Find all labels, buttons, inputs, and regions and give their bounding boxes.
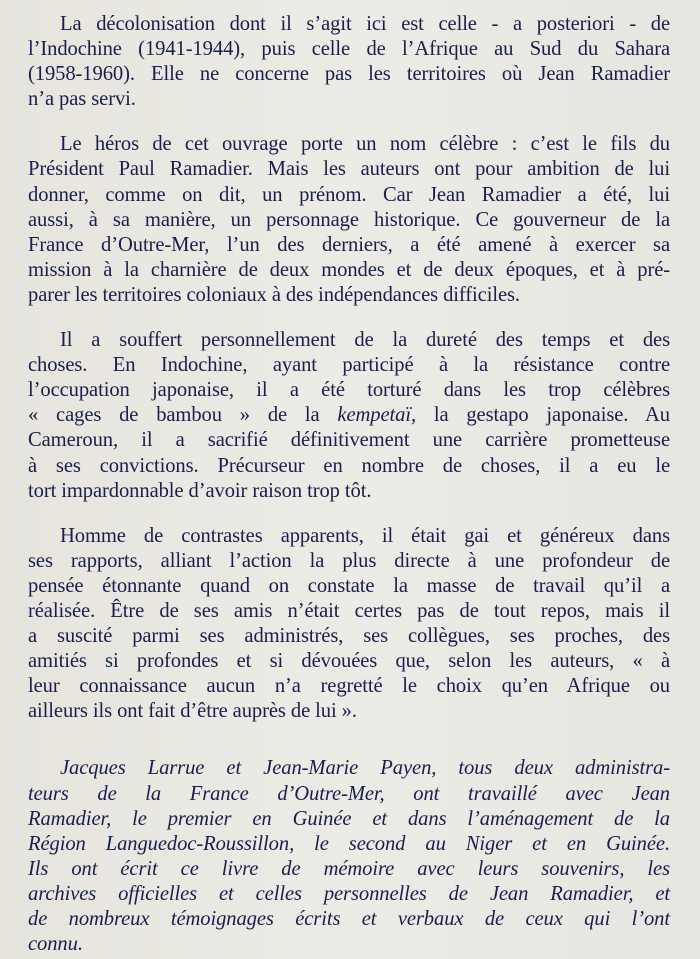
text-line: Président Paul Ramadier. Mais les auteurs ont pour ambition de lui [28, 158, 670, 181]
text-line: teurs de la France d’Outre-Mer, ont travaillé avec Jean [28, 782, 670, 805]
text-line: à ses convictions. Précurseur en nombre de choses, il a eu le [28, 454, 670, 477]
text-line: a suscité parmi ses administrés, ses collègues, ses proches, des [28, 625, 670, 648]
text-line: tort impardonnable d’avoir raison trop tôt. [28, 479, 372, 502]
text-line: archives officielles et celles personnelles de Jean Ramadier, et [28, 882, 670, 905]
text-line: connu. [28, 933, 83, 956]
text-line: La décolonisation dont il s’agit ici est celle - a posteriori - de [60, 13, 670, 35]
paragraph-souffrance [28, 328, 670, 504]
text-line: Ils ont écrit ce livre de mémoire avec leurs souvenirs, les [28, 857, 670, 880]
paragraph-contrastes [28, 524, 670, 725]
paragraph-decolonisation [28, 12, 670, 112]
text-line: pensée étonnante quand on constate la masse de travail qu’il a [28, 574, 670, 597]
text-line-kempetai [28, 403, 670, 428]
text-line: réalisée. Être de ses amis n’était certes pas de tout repos, mais il [28, 599, 670, 622]
text-line: Région Languedoc-Roussillon, le second au Niger et en Guinée. [28, 832, 670, 855]
text-segment: « cages de bambou » de la [28, 404, 338, 427]
text-line: Le héros de cet ouvrage porte un nom célèbre : c’est le fils du [60, 133, 670, 156]
text-line: Il a souffert personnellement de la dureté des temps et des [60, 329, 670, 352]
text-line: France d’Outre-Mer, l’un des derniers, a été amené à exercer sa [28, 233, 670, 256]
text-line: aussi, à sa manière, un personnage historique. Ce gouverneur de la [28, 208, 670, 231]
text-line: leur connaissance aucun n’a regretté le choix qu’en Afrique ou [28, 675, 670, 698]
text-line: de nombreux témoignages écrits et verbaux de ceux qui l’ont [28, 908, 670, 930]
text-line: Jacques Larrue et Jean-Marie Payen, tous deux administra- [60, 757, 670, 780]
text-line: ailleurs ils ont fait d’être auprès de lui ». [28, 700, 357, 723]
text-line: ses rapports, alliant l’action la plus directe à une profondeur de [28, 549, 670, 572]
text-line: Cameroun, il a sacrifié définitivement une carrière prometteuse [28, 429, 670, 452]
text-line: choses. En Indochine, ayant participé à la résistance contre [28, 354, 670, 377]
text-line: l’Indochine (1941-1944), puis celle de l’Afrique au Sud du Sahara [28, 38, 670, 61]
text-line: n’a pas servi. [28, 88, 136, 111]
text-line: parer les territoires coloniaux à des indépendances difficiles. [28, 283, 520, 306]
text-line: mission à la charnière de deux mondes et de deux époques, et à pré- [28, 258, 670, 281]
text-line: donner, comme on dit, un prénom. Car Jean Ramadier a été, lui [28, 183, 670, 206]
authors-bio [28, 756, 670, 957]
italic-term: kempetaï [337, 404, 411, 427]
text-segment: , la gestapo japonaise. Au [410, 404, 670, 427]
paragraph-heros [28, 132, 670, 308]
text-line: l’occupation japonaise, il a été torturé dans les trop célèbres [28, 379, 670, 402]
text-line: (1958-1960). Elle ne concerne pas les territoires où Jean Ramadier [28, 63, 670, 86]
text-line: amitiés si profondes et si dévouées que, selon les auteurs, « à [28, 650, 670, 673]
text-line: Ramadier, le premier en Guinée et dans l’aménagement de la [28, 807, 670, 830]
text-line: Homme de contrastes apparents, il était gai et généreux dans [60, 524, 670, 547]
